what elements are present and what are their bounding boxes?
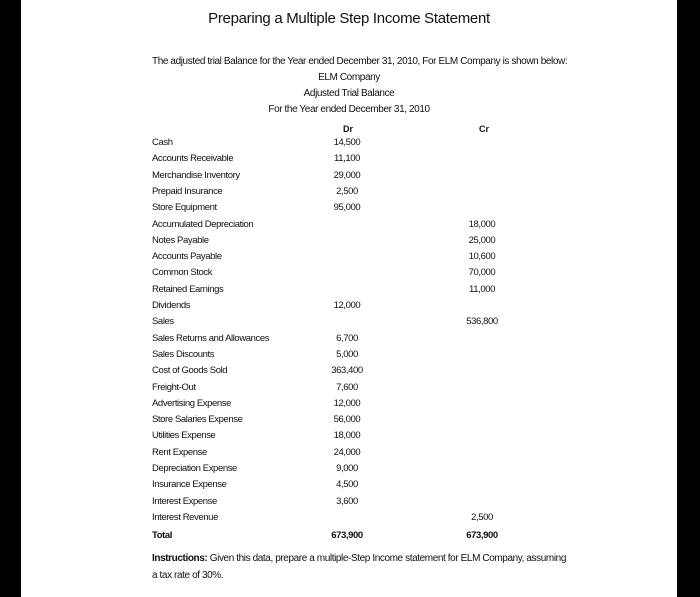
debit-amount: 11,100	[334, 153, 360, 165]
table-row	[152, 382, 552, 398]
credit-column-header: Cr	[479, 124, 490, 134]
table-row	[152, 137, 552, 153]
table-row	[152, 430, 552, 446]
account-name: Cost of Goods Sold	[152, 365, 228, 377]
table-row	[152, 512, 552, 528]
account-name: Accounts Receivable	[152, 153, 234, 165]
report-name: Adjusted Trial Balance	[303, 88, 395, 99]
account-name: Sales Returns and Allowances	[152, 332, 270, 344]
account-name: Freight-Out	[152, 381, 196, 393]
table-row	[152, 333, 552, 349]
table-row	[152, 496, 552, 512]
table-row	[152, 284, 552, 300]
account-name: Accounts Payable	[152, 251, 222, 263]
account-name: Prepaid Insurance	[152, 185, 223, 197]
account-name: Advertising Expense	[152, 397, 232, 409]
debit-amount: 363,400	[331, 365, 363, 377]
account-name: Store Equipment	[152, 202, 217, 214]
debit-amount: 9,000	[336, 463, 358, 474]
debit-amount: 4,500	[336, 479, 358, 491]
debit-amount: 14,500	[333, 137, 361, 148]
debit-amount: 3,600	[336, 495, 358, 507]
table-row	[152, 463, 552, 479]
instructions-text: Given this data, prepare a multiple-Step Income statement for ELM Company, assuming a tax rate of 30%.	[152, 553, 566, 581]
instructions-label: Instructions:	[152, 553, 208, 564]
account-name: Retained Earnings	[152, 283, 224, 295]
account-name: Sales	[152, 316, 174, 328]
debit-amount: 95,000	[333, 202, 361, 214]
account-name: Dividends	[152, 300, 191, 311]
account-name: Insurance Expense	[152, 479, 227, 491]
table-row	[152, 235, 552, 251]
table-row	[152, 300, 552, 316]
table-row	[152, 349, 552, 365]
table-row	[152, 202, 552, 218]
debit-amount: 2,500	[336, 185, 358, 197]
table-row	[152, 153, 552, 169]
account-name: Interest Revenue	[152, 511, 218, 523]
credit-amount: 2,500	[471, 511, 493, 523]
account-name: Sales Discounts	[152, 348, 215, 360]
total-row	[152, 530, 552, 546]
debit-amount: 673,900	[331, 530, 363, 542]
credit-amount: 673,900	[466, 530, 498, 542]
account-name: Depreciation Expense	[152, 463, 237, 474]
document-page	[21, 0, 677, 597]
debit-amount: 29,000	[333, 169, 361, 181]
debit-amount: 7,600	[336, 381, 358, 393]
table-row	[152, 170, 552, 186]
credit-amount: 18,000	[468, 218, 496, 230]
account-name: Common Stock	[152, 267, 213, 279]
debit-amount: 24,000	[333, 446, 361, 458]
account-name: Notes Payable	[152, 234, 209, 246]
account-name: Utilities Expense	[152, 430, 216, 442]
debit-amount: 18,000	[333, 430, 361, 442]
credit-amount: 25,000	[468, 234, 496, 246]
table-row	[152, 365, 552, 381]
credit-amount: 11,000	[469, 283, 495, 295]
table-row	[152, 186, 552, 202]
table-row	[152, 447, 552, 463]
table-row	[152, 479, 552, 495]
account-name: Accumulated Depreciation	[152, 218, 254, 230]
table-row	[152, 398, 552, 414]
credit-amount: 536,800	[466, 316, 498, 328]
page-title: Preparing a Multiple Step Income Statement	[208, 10, 490, 27]
table-row	[152, 251, 552, 267]
report-period: For the Year ended December 31, 2010	[268, 104, 430, 115]
account-name: Merchandise Inventory	[152, 169, 240, 181]
account-name: Store Salaries Expense	[152, 414, 243, 426]
debit-column-header: Dr	[343, 124, 354, 134]
table-row	[152, 267, 552, 283]
intro-text: The adjusted trial Balance for the Year ended December 31, 2010, For ELM Company is shown below:	[152, 56, 568, 67]
debit-amount: 12,000	[333, 397, 361, 409]
debit-amount: 56,000	[333, 414, 361, 426]
table-row	[152, 316, 552, 332]
debit-amount: 6,700	[336, 332, 358, 344]
debit-amount: 12,000	[333, 300, 361, 311]
account-name: Cash	[152, 137, 173, 148]
account-name: Interest Expense	[152, 495, 217, 507]
company-name: ELM Company	[318, 72, 380, 83]
table-row	[152, 219, 552, 235]
table-row	[152, 414, 552, 430]
debit-amount: 5,000	[336, 348, 358, 360]
credit-amount: 10,600	[468, 251, 496, 263]
account-name: Total	[152, 530, 172, 542]
credit-amount: 70,000	[468, 267, 496, 279]
instructions	[152, 550, 572, 584]
account-name: Rent Expense	[152, 446, 207, 458]
